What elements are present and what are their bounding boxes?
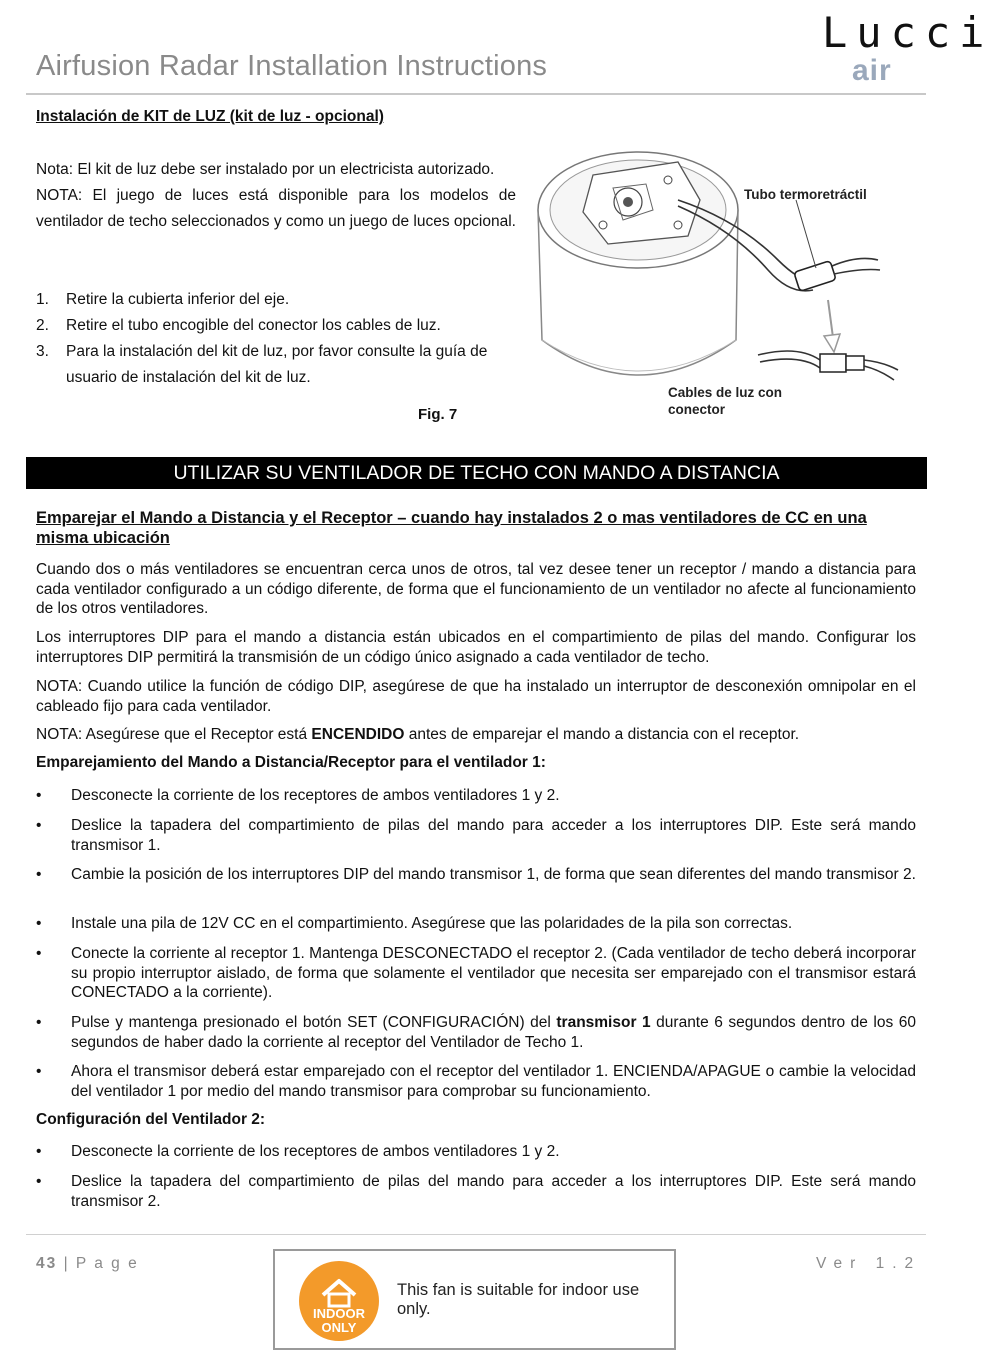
- step-item: [36, 313, 516, 339]
- set-button-text-post: durante 6 segundos dentro de los 60 segundos de haber dado la corriente al receptor del Ventilador de Techo 1.: [71, 1014, 916, 1051]
- header-divider: [26, 93, 926, 95]
- list-item-text: Deslice la tapadera del compartimiento de pilas del mando para acceder a los interruptores DIP. Este será mando transmisor 2.: [71, 1173, 916, 1210]
- list-item-text: Desconecte la corriente de los receptores de ambos ventiladores 1 y 2.: [71, 787, 560, 804]
- list-item-text: Instale una pila de 12V CC en el compartimiento. Asegúrese que las polaridades de la pila son correctas.: [71, 915, 793, 932]
- page-header-title: Airfusion Radar Installation Instructions: [36, 50, 548, 82]
- light-kit-steps: [36, 287, 516, 391]
- bullet-icon: •: [36, 1014, 42, 1031]
- step-item: [36, 339, 516, 391]
- brand-logo-air: air: [852, 54, 892, 87]
- brand-logo-lucci: Lucci: [822, 8, 993, 57]
- bullet-icon: •: [36, 1173, 42, 1190]
- step-number: 1.: [36, 291, 49, 308]
- note-text-bold: ENCENDIDO: [311, 726, 405, 743]
- indoor-badge-line1: INDOOR: [313, 1306, 365, 1321]
- bullet-icon: •: [36, 945, 42, 962]
- step-number: 2.: [36, 317, 49, 334]
- page-label: | P a g e: [63, 1255, 139, 1272]
- list-item: [36, 1172, 916, 1211]
- list-item: [36, 1142, 916, 1162]
- figure-light-kit-illustration: [528, 140, 928, 430]
- note-availability: NOTA: El juego de luces está disponible para los modelos de ventilador de techo seleccionados y como un juego de luces opcional.: [36, 187, 516, 230]
- callout-heat-shrink-tube: Tubo termoretráctil: [744, 187, 867, 202]
- bullet-icon: •: [36, 1063, 42, 1080]
- bullet-icon: •: [36, 787, 42, 804]
- list-item-text: Conecte la corriente al receptor 1. Mantenga DESCONECTADO el receptor 2. (Cada ventilador de techo deberá incorporar su propio interruptor aislado, de forma que solamente el ventilador que necesita ser emparejado con el transmisor estará CONECTADO a la corriente).: [71, 945, 916, 1001]
- list-item-text: [71, 1013, 916, 1052]
- page-number-value: 43: [36, 1255, 58, 1272]
- paragraph-note-receiver-on: [36, 725, 916, 745]
- paragraph-note-omnipolar: NOTA: Cuando utilice la función de código DIP, asegúrese de que ha instalado un interruptor de desconexión omnipolar en el cableado fijo para cada ventilador.: [36, 678, 916, 715]
- list-item: [36, 786, 916, 806]
- figure-label: Fig. 7: [418, 406, 458, 423]
- note-text-pre: NOTA: Asegúrese que el Receptor está: [36, 726, 312, 743]
- list-item-text: Cambie la posición de los interruptores DIP del mando transmisor 1, de forma que sean diferentes del mando transmisor 2.: [71, 866, 916, 883]
- step-number: 3.: [36, 343, 49, 360]
- step-text: Para la instalación del kit de luz, por favor consulte la guía de usuario de instalación del kit de luz.: [66, 343, 488, 386]
- indoor-only-badge: [299, 1261, 379, 1341]
- list-item: [36, 816, 916, 855]
- bullet-icon: •: [36, 915, 42, 932]
- footer-divider: [26, 1234, 926, 1235]
- bullet-icon: •: [36, 866, 42, 883]
- step-text: Retire la cubierta inferior del eje.: [66, 291, 290, 308]
- set-button-text-bold: transmisor 1: [556, 1014, 651, 1031]
- bullet-icon: •: [36, 1143, 42, 1160]
- list-item: [36, 865, 916, 885]
- list-item-text: Desconecte la corriente de los receptores de ambos ventiladores 1 y 2.: [71, 1143, 560, 1160]
- page-number: [36, 1255, 139, 1273]
- indoor-use-text: This fan is suitable for indoor use only.: [397, 1281, 640, 1318]
- fan2-config-heading: Configuración del Ventilador 2:: [36, 1111, 266, 1128]
- list-item: [36, 944, 916, 1003]
- list-item-text: Ahora el transmisor deberá estar emparejado con el receptor del ventilador 1. ENCIENDA/APAGUE o cambie la velocidad del ventilador 1 por medio del mando transmisor para comprobar su funcionamiento.: [71, 1063, 916, 1100]
- list-item: [36, 1013, 916, 1052]
- section-banner: UTILIZAR SU VENTILADOR DE TECHO CON MANDO A DISTANCIA: [26, 457, 927, 489]
- note-text-post: antes de emparejar el mando a distancia con el receptor.: [404, 726, 800, 743]
- callout-light-cables-1: Cables de luz con: [668, 385, 783, 400]
- pairing-section-title: Emparejar el Mando a Distancia y el Receptor – cuando hay instalados 2 o mas ventiladores de CC en una misma ubicación: [36, 509, 867, 547]
- light-kit-section-title: Instalación de KIT de LUZ (kit de luz - opcional): [36, 108, 384, 125]
- note-electrician: Nota: El kit de luz debe ser instalado por un electricista autorizado.: [36, 161, 495, 178]
- light-kit-notes: [36, 157, 516, 235]
- step-text: Retire el tubo encogible del conector los cables de luz.: [66, 317, 441, 334]
- fan1-pairing-heading: Emparejamiento del Mando a Distancia/Receptor para el ventilador 1:: [36, 754, 546, 771]
- list-item-text: Deslice la tapadera del compartimiento de pilas del mando para acceder a los interruptores DIP. Este será mando transmisor 1.: [71, 817, 916, 854]
- indoor-badge-line2: ONLY: [321, 1320, 357, 1335]
- paragraph-intro: Cuando dos o más ventiladores se encuentran cerca unos de otros, tal vez desee tener un receptor / mando a distancia para cada ventilador configurado a un código diferente, de forma que el funcionamiento de un ventilador no afecte al funcionamiento de los otros ventiladores.: [36, 561, 916, 617]
- indoor-use-notice: [273, 1249, 676, 1350]
- list-item: [36, 914, 916, 934]
- paragraph-dip-switches: Los interruptores DIP para el mando a distancia están ubicados en el compartimiento de pilas del mando. Configurar los interruptores DIP permitirá la transmisión de un código único asignado a cada ventilador de techo.: [36, 629, 916, 666]
- list-item: [36, 1062, 916, 1101]
- step-item: [36, 287, 516, 313]
- set-button-text-pre: Pulse y mantenga presionado el botón SET (CONFIGURACIÓN) del: [71, 1014, 557, 1031]
- callout-light-cables-2: conector: [668, 402, 726, 417]
- bullet-icon: •: [36, 817, 42, 834]
- version-label: Ver 1.2: [816, 1255, 922, 1272]
